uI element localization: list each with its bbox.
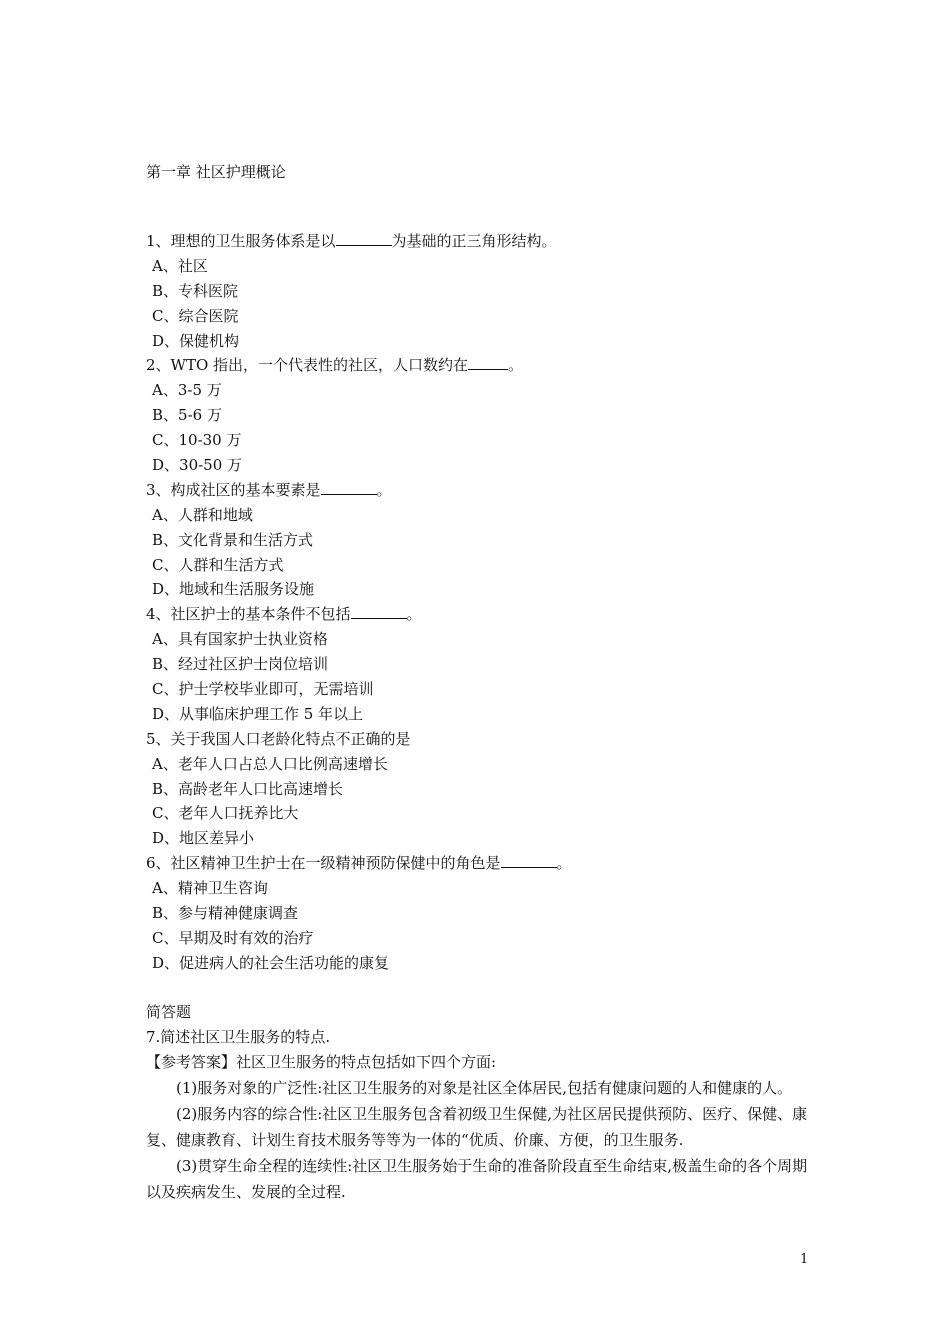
answer-blank	[468, 353, 508, 370]
option: D、从事临床护理工作 5 年以上	[152, 704, 364, 723]
option: C、护士学校毕业即可，无需培训	[152, 680, 374, 699]
section-heading: 简答题	[146, 1003, 192, 1021]
option: A、社区	[152, 256, 208, 275]
answer-point: (3)贯穿生命全程的连续性:社区卫生服务始于生命的准备阶段直至生命结束,极盖生命的各个周期以及疾病发生、发展的全过程.	[146, 1156, 808, 1201]
option: B、高龄老年人口比高速增长	[152, 779, 344, 798]
option: D、保健机构	[152, 331, 240, 350]
answer-blank	[321, 478, 377, 495]
stem-text: 为基础的正三角形结构。	[391, 232, 557, 250]
answer-blank	[351, 602, 407, 619]
option: A、精神卫生咨询	[152, 879, 268, 898]
option: B、专科医院	[152, 281, 239, 300]
option: A、具有国家护士执业资格	[152, 630, 328, 649]
question-list	[146, 229, 846, 976]
option: D、促进病人的社会生活功能的康复	[152, 953, 390, 972]
option: C、10-30 万	[152, 431, 242, 450]
question-stem	[146, 478, 846, 503]
answer-blank	[501, 851, 557, 868]
option: B、5-6 万	[152, 406, 222, 425]
option: A、人群和地域	[152, 505, 253, 524]
option: D、地区差异小	[152, 829, 255, 848]
option: C、早期及时有效的治疗	[152, 928, 314, 947]
option: C、老年人口抚养比大	[152, 804, 299, 823]
stem-text: 。	[556, 854, 572, 873]
option: D、30-50 万	[152, 456, 243, 475]
chapter-title: 第一章 社区护理概论	[146, 163, 286, 181]
question-stem	[146, 229, 846, 254]
short-answer-question: 7.简述社区卫生服务的特点.	[146, 1027, 331, 1046]
answer-intro: 【参考答案】社区卫生服务的特点包括如下四个方面:	[146, 1052, 497, 1071]
option: D、地域和生活服务设施	[152, 580, 315, 599]
option: C、综合医院	[152, 306, 239, 325]
option: A、老年人口占总人口比例高速增长	[152, 754, 388, 773]
option: B、经过社区护士岗位培训	[152, 655, 329, 674]
stem-text: 2、WTO 指出，一个代表性的社区，人口数约在	[146, 356, 469, 375]
question-stem	[146, 602, 846, 627]
stem-text: 。	[508, 356, 524, 375]
stem-text: 1、理想的卫生服务体系是以	[146, 232, 336, 250]
option: B、参与精神健康调查	[152, 904, 299, 923]
answer-point: (1)服务对象的广泛性:社区卫生服务的对象是社区全体居民,包括有健康问题的人和健康的人。	[176, 1078, 793, 1097]
stem-text: 4、社区护士的基本条件不包括	[146, 605, 351, 624]
option: C、人群和生活方式	[152, 555, 284, 574]
stem-text: 5、关于我国人口老龄化特点不正确的是	[146, 729, 411, 748]
short-answer-section	[146, 1000, 816, 1205]
stem-text: 。	[376, 480, 392, 499]
option: A、3-5 万	[152, 381, 222, 400]
stem-text: 3、构成社区的基本要素是	[146, 480, 321, 499]
answer-blank	[336, 229, 392, 246]
question-stem	[146, 727, 846, 752]
option: B、文化背景和生活方式	[152, 530, 314, 549]
stem-text: 6、社区精神卫生护士在一级精神预防保健中的角色是	[146, 854, 501, 873]
stem-text: 。	[406, 605, 422, 624]
question-stem	[146, 851, 846, 876]
answer-point: (2)服务内容的综合性:社区卫生服务包含着初级卫生保健,为社区居民提供预防、医疗、保健、康复、健康教育、计划生育技术服务等等为一体的“优质、价廉、方便，的卫生服务.	[146, 1104, 808, 1149]
question-stem	[146, 353, 846, 378]
page-number: 1	[800, 1252, 809, 1267]
